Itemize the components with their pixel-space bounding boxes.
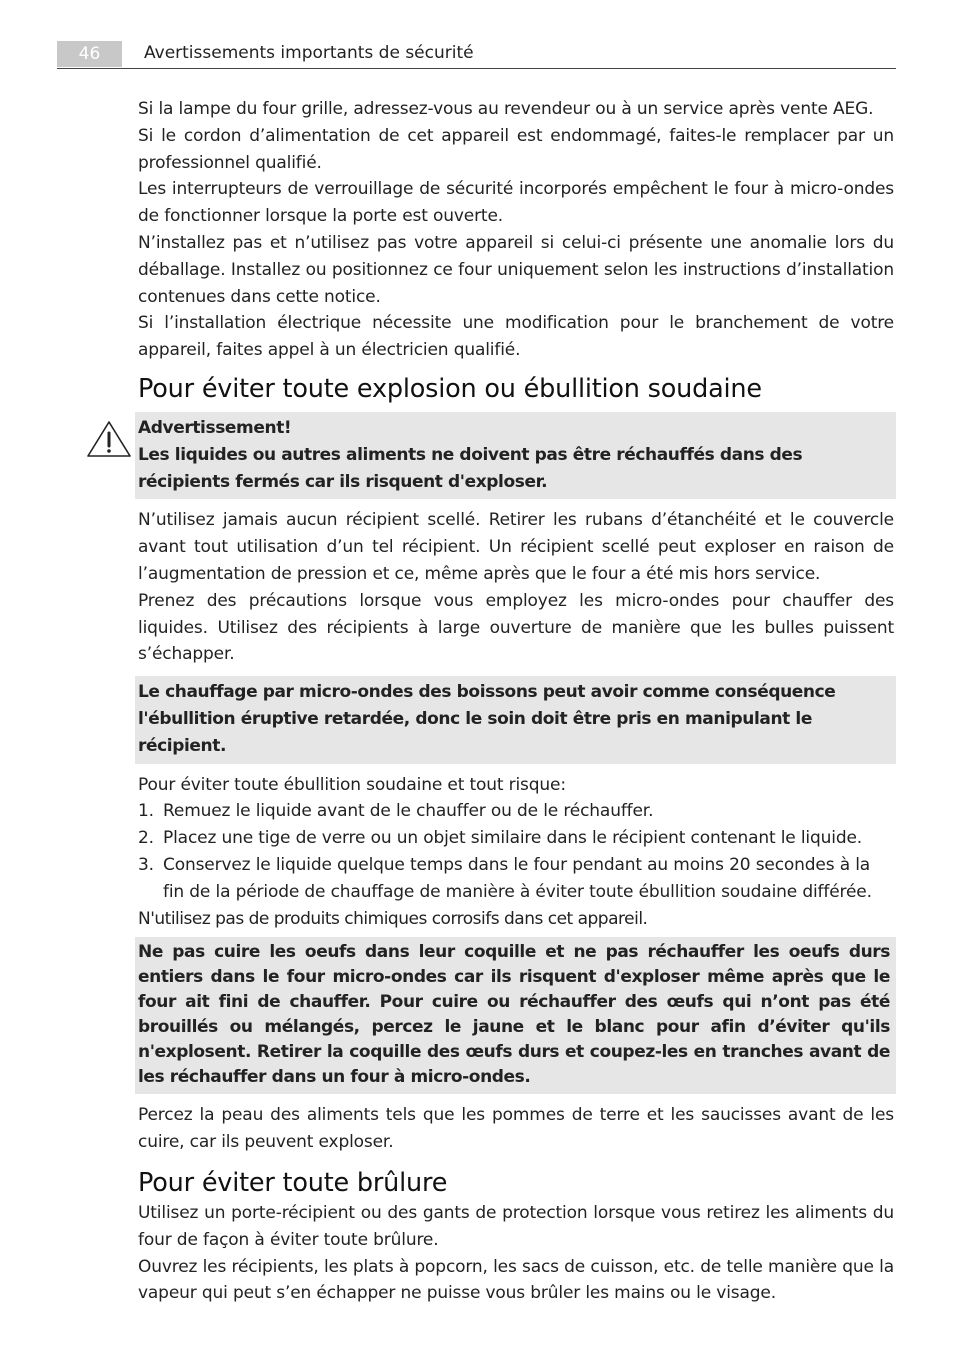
page-number: 46 <box>57 41 122 67</box>
list-item-number: 1. <box>138 801 154 822</box>
warning-title: Advertissement! <box>138 417 292 438</box>
body-paragraph: Ouvrez les récipients, les plats à popcorn, les sacs de cuisson, etc. de telle manière que la vapeur qui peut s’en échapper ne puisse vous brûler les mains ou le visage. <box>138 1256 894 1304</box>
page-content <box>138 96 894 1307</box>
section-heading-burn: Pour éviter toute brûlure <box>138 1167 448 1198</box>
body-paragraph: Prenez des précautions lorsque vous employez les micro-ondes pour chauffer des liquides. Utilisez des récipients à large ouverture de manière que les bulles puissent s’échapper. <box>138 590 894 665</box>
highlight-box <box>135 937 896 1094</box>
list-item <box>138 798 894 825</box>
page-header <box>57 41 896 70</box>
list-item-number: 2. <box>138 828 154 849</box>
highlight-text: Ne pas cuire les oeufs dans leur coquille et ne pas réchauffer les oeufs durs entiers dans le four micro-ondes car ils risquent d'exploser même après que le four ait fini de chauffer. Pour cuire ou réchauffer des œufs qui n’ont pas été brouillés ou mélangés, percez le jaune et le blanc pour afin d’éviter qu'ils n'explosent. Retirer la coquille des œufs durs et coupez-les en tranches avant de les réchauffer dans un four à micro-ondes. <box>138 942 890 1088</box>
chemicals-note: N'utilisez pas de produits chimiques corrosifs dans cet appareil. <box>138 908 648 929</box>
list-intro: Pour éviter toute ébullition soudaine et tout risque: <box>138 774 566 795</box>
section-heading-explosion: Pour éviter toute explosion ou ébullition soudaine <box>138 373 762 404</box>
list-item <box>138 825 894 852</box>
intro-paragraph: Si l’installation électrique nécessite une modification pour le branchement de votre appareil, faites appel à un électricien qualifié. <box>138 313 894 361</box>
warning-box <box>135 412 896 499</box>
header-title: Avertissements importants de sécurité <box>144 43 474 63</box>
warning-block <box>138 412 894 499</box>
header-divider <box>57 68 896 69</box>
intro-paragraph: Si la lampe du four grille, adressez-vous au revendeur ou à un service après vente AEG. <box>138 99 874 119</box>
list-item-number: 3. <box>138 854 154 875</box>
highlight-box <box>135 676 896 763</box>
numbered-list <box>138 798 894 905</box>
body-paragraph: Utilisez un porte-récipient ou des gants de protection lorsque vous retirez les aliments du four de façon à éviter toute brûlure. <box>138 1202 894 1250</box>
list-item-text: Conservez le liquide quelque temps dans le four pendant au moins 20 secondes à la fin de la période de chauffage de manière à éviter toute ébullition soudaine différée. <box>163 854 872 902</box>
list-item-text: Remuez le liquide avant de le chauffer ou de le réchauffer. <box>163 801 654 822</box>
intro-paragraph: N’installez pas et n’utilisez pas votre appareil si celui-ci présente une anomalie lors du déballage. Installez ou positionnez ce four uniquement selon les instructions d’installation contenues dans cette notice. <box>138 232 894 307</box>
intro-paragraph: Les interrupteurs de verrouillage de sécurité incorporés empêchent le four à micro-ondes de fonctionner lorsque la porte est ouverte. <box>138 179 894 227</box>
list-item <box>138 852 894 906</box>
intro-paragraph: Si le cordon d’alimentation de cet appareil est endommagé, faites-le remplacer par un professionnel qualifié. <box>138 125 894 173</box>
warning-text: Les liquides ou autres aliments ne doivent pas être réchauffés dans des récipients fermés car ils risquent d'exploser. <box>138 444 803 492</box>
highlight-text: Le chauffage par micro-ondes des boissons peut avoir comme conséquence l'ébullition éruptive retardée, donc le soin doit être pris en manipulant le récipient. <box>138 682 836 756</box>
body-paragraph: N’utilisez jamais aucun récipient scellé. Retirer les rubans d’étanchéité et le couvercle avant tout utilisation d’un tel récipient. Un récipient scellé peut exploser en raison de l’augmentation de pression et ce, même après que le four a été mis hors service. <box>138 510 894 584</box>
list-item-text: Placez une tige de verre ou un objet similaire dans le récipient contenant le liquide. <box>163 828 863 849</box>
body-paragraph: Percez la peau des aliments tels que les pommes de terre et les saucisses avant de les cuire, car ils peuvent exploser. <box>138 1105 894 1153</box>
warning-triangle-icon <box>86 420 132 458</box>
